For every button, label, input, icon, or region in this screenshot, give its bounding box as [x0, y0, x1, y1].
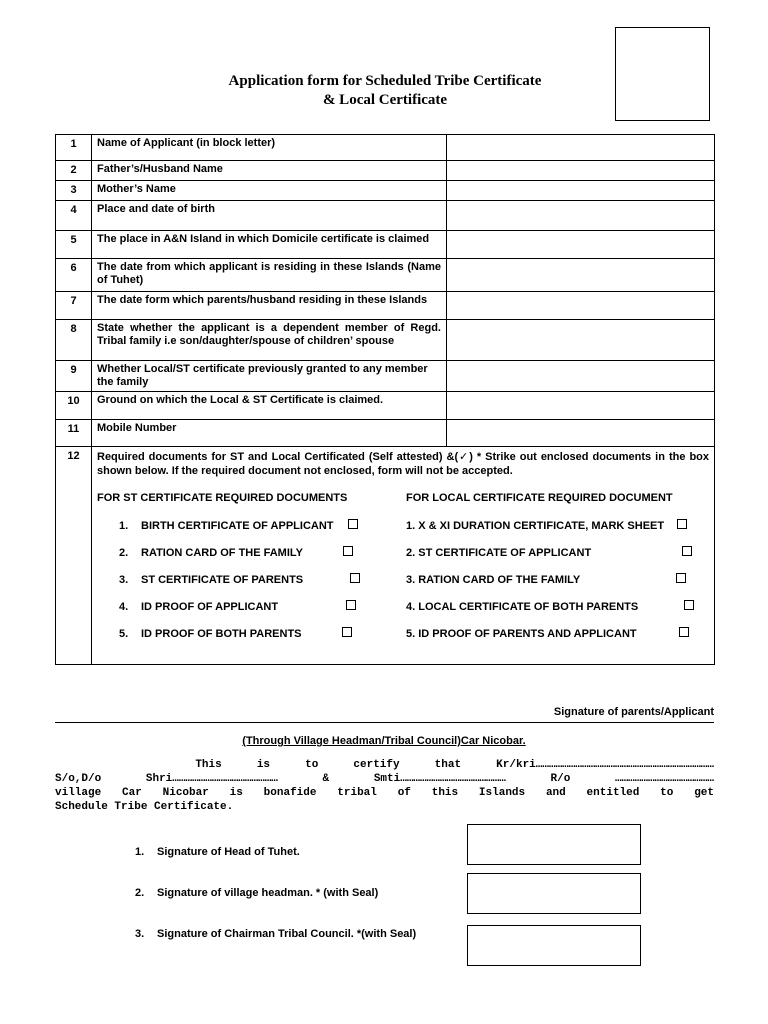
- item-number: 5.: [119, 628, 129, 640]
- signature-item: [135, 928, 416, 940]
- documents-grid: [97, 492, 709, 648]
- item-text: 4. LOCAL CERTIFICATE OF BOTH PARENTS: [406, 601, 639, 613]
- local-document-item: [406, 513, 709, 540]
- st-documents-column: [97, 492, 400, 648]
- village-headman-signature-box[interactable]: [467, 873, 641, 914]
- signature-item: [135, 846, 300, 858]
- head-of-tuhet-signature-box[interactable]: [467, 824, 641, 865]
- row-number: 9: [56, 361, 92, 392]
- item-text: 1. X & XI DURATION CERTIFICATE, MARK SHEET: [406, 520, 665, 532]
- certify-line: S/o,D/o Shri………………………………………… & Smti………………………………………… R/o ………………………………………: [55, 773, 714, 785]
- item-text: 2. ST CERTIFICATE OF APPLICANT: [406, 547, 592, 559]
- row-label: Name of Applicant (in block letter): [92, 135, 447, 161]
- divider: [55, 722, 714, 723]
- row-label: Place and date of birth: [92, 201, 447, 231]
- checkbox-icon[interactable]: [679, 627, 689, 637]
- row-number: 11: [56, 420, 92, 447]
- checkbox-icon[interactable]: [343, 546, 353, 556]
- local-document-item: [406, 621, 709, 648]
- st-document-item: [97, 540, 400, 567]
- name-of-applicant-field[interactable]: [447, 135, 715, 161]
- item-number: 3.: [135, 928, 145, 940]
- signature-text: Signature of village headman. * (with Seal): [157, 887, 379, 899]
- signature-text: Signature of Head of Tuhet.: [157, 846, 300, 858]
- row-label: Father’s/Husband Name: [92, 161, 447, 181]
- item-text: 5. ID PROOF OF PARENTS AND APPLICANT: [406, 628, 637, 640]
- row-number: 5: [56, 231, 92, 259]
- required-documents-intro: Required documents for ST and Local Certificated (Self attested) &(✓) * Strike out enclosed documents in the box shown below. If the required document not enclosed, form will not be accepted.: [97, 451, 709, 477]
- row-number: 4: [56, 201, 92, 231]
- checkbox-icon[interactable]: [677, 519, 687, 529]
- row-label: Ground on which the Local & ST Certificate is claimed.: [92, 392, 447, 420]
- form-title: [130, 72, 640, 110]
- row-label: State whether the applicant is a dependent member of Regd. Tribal family i.e son/daughter/spouse of children’ spouse: [92, 320, 447, 361]
- checkbox-icon[interactable]: [682, 546, 692, 556]
- dependent-member-field[interactable]: [447, 320, 715, 361]
- checkbox-icon[interactable]: [346, 600, 356, 610]
- form-row-4: [56, 201, 715, 231]
- item-number: 2.: [135, 887, 145, 899]
- ground-of-claim-field[interactable]: [447, 392, 715, 420]
- signature-item: [135, 887, 378, 899]
- checkbox-icon[interactable]: [348, 519, 358, 529]
- item-text: BIRTH CERTIFICATE OF APPLICANT: [141, 520, 334, 532]
- row-label: Mother’s Name: [92, 181, 447, 201]
- checkbox-icon[interactable]: [676, 573, 686, 583]
- local-document-item: [406, 594, 709, 621]
- row-number: 10: [56, 392, 92, 420]
- local-document-item: [406, 540, 709, 567]
- local-documents-column: [400, 492, 709, 648]
- checkbox-icon[interactable]: [684, 600, 694, 610]
- signature-of-parents-label: Signature of parents/Applicant: [553, 706, 714, 718]
- st-document-item: [97, 594, 400, 621]
- certification-paragraph: [55, 758, 714, 814]
- row-number: 3: [56, 181, 92, 201]
- certify-line: village Car Nicobar is bonafide tribal of this Islands and entitled to get: [55, 787, 714, 799]
- form-row-10: [56, 392, 715, 420]
- chairman-tribal-council-signature-box[interactable]: [467, 925, 641, 966]
- item-text: RATION CARD OF THE FAMILY: [141, 547, 303, 559]
- local-documents-heading: FOR LOCAL CERTIFICATE REQUIRED DOCUMENT: [406, 492, 673, 504]
- form-row-1: [56, 135, 715, 161]
- st-document-item: [97, 513, 400, 540]
- checkbox-icon[interactable]: [350, 573, 360, 583]
- row-label: Whether Local/ST certificate previously granted to any member the family: [92, 361, 447, 392]
- place-date-of-birth-field[interactable]: [447, 201, 715, 231]
- mobile-number-field[interactable]: [447, 420, 715, 447]
- form-row-5: [56, 231, 715, 259]
- residing-date-field[interactable]: [447, 259, 715, 292]
- form-row-9: [56, 361, 715, 392]
- st-document-item: [97, 567, 400, 594]
- item-text: 3. RATION CARD OF THE FAMILY: [406, 574, 581, 586]
- local-document-item: [406, 567, 709, 594]
- parents-residing-date-field[interactable]: [447, 292, 715, 320]
- row-label: The date form which parents/husband residing in these Islands: [92, 292, 447, 320]
- previous-certificate-field[interactable]: [447, 361, 715, 392]
- st-documents-heading: FOR ST CERTIFICATE REQUIRED DOCUMENTS: [97, 492, 348, 504]
- title-line-2: & Local Certificate: [322, 92, 448, 108]
- required-documents-cell: [92, 447, 715, 665]
- row-label: Mobile Number: [92, 420, 447, 447]
- item-text: ID PROOF OF BOTH PARENTS: [141, 628, 302, 640]
- row-label: The place in A&N Island in which Domicile certificate is claimed: [92, 231, 447, 259]
- row-number: 2: [56, 161, 92, 181]
- form-row-2: [56, 161, 715, 181]
- domicile-place-field[interactable]: [447, 231, 715, 259]
- form-row-7: [56, 292, 715, 320]
- row-number: 12: [56, 447, 92, 665]
- form-row-3: [56, 181, 715, 201]
- row-number: 6: [56, 259, 92, 292]
- application-form-table: [55, 134, 715, 665]
- father-husband-name-field[interactable]: [447, 161, 715, 181]
- st-document-item: [97, 621, 400, 648]
- item-text: ST CERTIFICATE OF PARENTS: [141, 574, 304, 586]
- certify-line: This is to certify that Kr/kri………………………………………………………………………: [55, 759, 714, 771]
- row-number: 7: [56, 292, 92, 320]
- item-number: 1.: [135, 846, 145, 858]
- form-row-11: [56, 420, 715, 447]
- through-village-headman: (Through Village Headman/Tribal Council)Car Nicobar.: [242, 735, 526, 747]
- signature-text: Signature of Chairman Tribal Council. *(with Seal): [157, 928, 417, 940]
- item-number: 4.: [119, 601, 129, 613]
- title-line-1: Application form for Scheduled Tribe Certificate: [228, 73, 542, 89]
- form-row-8: [56, 320, 715, 361]
- form-row-12: [56, 447, 715, 665]
- item-number: 2.: [119, 547, 129, 559]
- row-label: The date from which applicant is residing in these Islands (Name of Tuhet): [92, 259, 447, 292]
- row-number: 8: [56, 320, 92, 361]
- form-row-6: [56, 259, 715, 292]
- certify-line: Schedule Tribe Certificate.: [55, 801, 234, 813]
- item-number: 3.: [119, 574, 129, 586]
- checkbox-icon[interactable]: [342, 627, 352, 637]
- item-text: ID PROOF OF APPLICANT: [141, 601, 279, 613]
- item-number: 1.: [119, 520, 129, 532]
- row-number: 1: [56, 135, 92, 161]
- mother-name-field[interactable]: [447, 181, 715, 201]
